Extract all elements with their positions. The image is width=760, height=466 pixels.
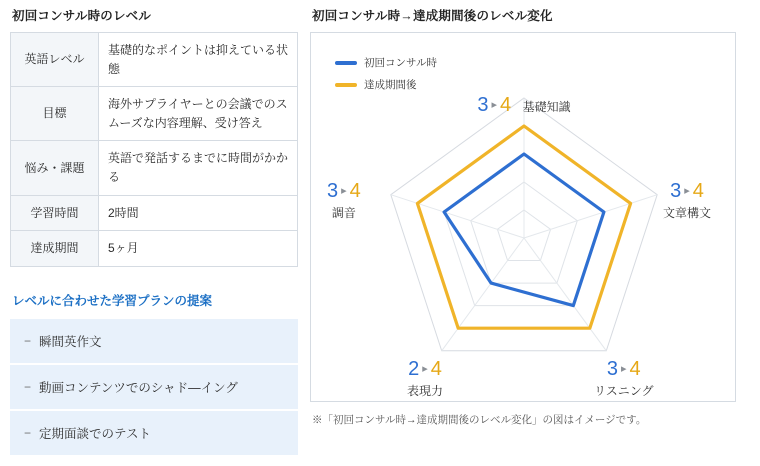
dash-icon: − xyxy=(24,425,32,440)
list-item-label: 定期面談でのテスト xyxy=(39,426,152,441)
row-label: 悩み・課題 xyxy=(11,141,99,195)
row-value: 基礎的なポイントは抑えている状態 xyxy=(99,33,298,87)
study-plan-list xyxy=(10,319,298,457)
axis-name: 基礎知識 xyxy=(522,100,571,114)
table-row xyxy=(11,195,298,231)
study-plan-title: レベルに合わせた学習プランの提案 xyxy=(12,293,213,308)
arrow-icon: ▸ xyxy=(422,363,428,375)
legend-label: 初回コンサル時 xyxy=(364,57,437,69)
level-from: 3 xyxy=(606,358,618,380)
arrow-icon: ▸ xyxy=(621,363,627,375)
list-item xyxy=(10,365,298,411)
level-from: 3 xyxy=(670,180,682,202)
axis-name: リスニング xyxy=(594,384,654,398)
axis-name: 調音 xyxy=(331,206,356,220)
right-column xyxy=(300,0,740,466)
level-to: 4 xyxy=(430,358,442,380)
row-label: 達成期間 xyxy=(11,231,99,267)
axis-name: 文章構文 xyxy=(663,206,712,220)
row-value: 英語で発話するまでに時間がかかる xyxy=(99,141,298,195)
arrow-icon: ▸ xyxy=(684,185,690,197)
axis-label-listening xyxy=(594,359,654,399)
chart-section-title: 初回コンサル時→達成期間後のレベル変化 xyxy=(312,9,553,23)
level-from: 3 xyxy=(327,180,339,202)
level-to: 4 xyxy=(692,180,704,202)
radar-chart-card xyxy=(310,32,736,402)
axis-name: 表現力 xyxy=(407,384,444,398)
axis-spoke xyxy=(442,238,524,351)
level-to: 4 xyxy=(349,180,361,202)
dash-icon: − xyxy=(24,379,32,394)
page-title: 初回コンサル時のレベル xyxy=(12,9,152,23)
list-item-label: 瞬間英作文 xyxy=(39,334,102,349)
table-row xyxy=(11,141,298,195)
chart-note: ※「初回コンサル時→達成期間後のレベル変化」の図はイメージです。 xyxy=(312,414,647,426)
arrow-icon: ▸ xyxy=(341,185,347,197)
axis-label-basic-knowledge xyxy=(477,95,570,116)
axis-label-articulation xyxy=(327,181,361,221)
arrow-icon: ▸ xyxy=(491,99,497,111)
list-item-label: 動画コンテンツでのシャド―イング xyxy=(39,380,238,395)
table-row xyxy=(11,231,298,267)
row-value: 5ヶ月 xyxy=(99,231,298,267)
axis-label-sentence-structure xyxy=(663,181,711,221)
level-from: 3 xyxy=(477,94,489,116)
level-from: 2 xyxy=(408,358,420,380)
table-row xyxy=(11,33,298,87)
table-row xyxy=(11,87,298,141)
list-item xyxy=(10,411,298,457)
row-value: 海外サプライヤーとの会議でのスムーズな内容理解、受け答え xyxy=(99,87,298,141)
left-column xyxy=(0,0,300,466)
consultation-level-table xyxy=(10,32,298,267)
dash-icon: − xyxy=(24,333,32,348)
legend-label: 達成期間後 xyxy=(364,79,417,91)
list-item xyxy=(10,319,298,365)
level-to: 4 xyxy=(629,358,641,380)
axis-label-expression xyxy=(407,359,443,399)
row-label: 英語レベル xyxy=(11,33,99,87)
row-value: 2時間 xyxy=(99,195,298,231)
row-label: 目標 xyxy=(11,87,99,141)
row-label: 学習時間 xyxy=(11,195,99,231)
level-to: 4 xyxy=(499,94,512,116)
